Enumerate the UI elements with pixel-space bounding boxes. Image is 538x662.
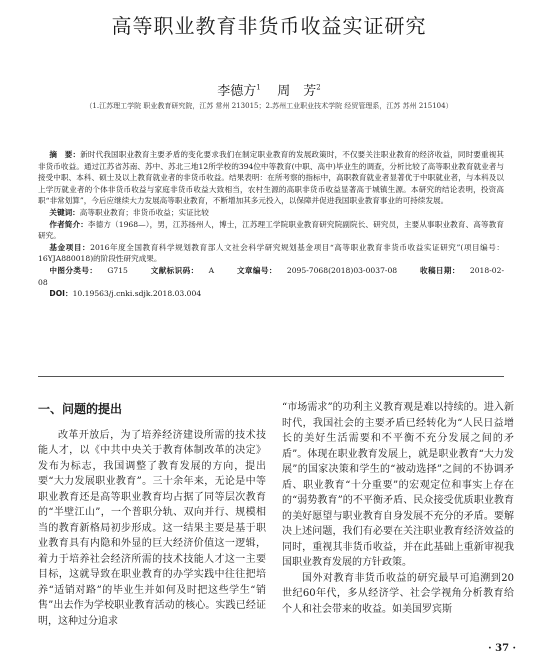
- meta-value: 2095-7068(2018)03-0037-08: [286, 265, 398, 275]
- keywords: [38, 207, 504, 219]
- body-paragraph: 改革开放后，为了培养经济建设所需的技术技能人才，以《中共中央关于教育体制改革的决定》发布为标志，我国调整了教育发展的方向，提出要“大力发展职业教育”。三十余年来，无论是中等职业教育还是高等职业教育均占据了同等层次教育的“半壁江山”，一个普职分轨、双向并行、规模相当的教育新格局初步形成。这一结果主要是基于职业教育具有内隐和外显的巨大经济价值这一逻辑，着力于培养社会经济所需的技术技能人才这一主要目标，这就导致在职业教育的办学实践中往往把培养“适销对路”的毕业生并如何及时把这些学生“销售”出去作为学校职业教育活动的核心。实践已经证明，这种过分追求: [38, 429, 266, 627]
- author-intro-text: 李德方（1968—），男，江苏扬州人，博士，江苏理工学院职业教育研究院副院长、研究员，主要从事职业教育、高等教育研究。: [38, 219, 504, 241]
- meta-row: [38, 265, 504, 288]
- author-intro-label: 作者简介：: [49, 219, 88, 229]
- body-paragraph-continued: “市场需求”的功利主义教育观是难以持续的。进入新时代，我国社会的主要矛盾已经转化为“人民日益增长的美好生活需要和不平衡不充分发展之间的矛盾”。体现在职业教育发展上，就是职业教育“大力发展”的国家决策和学生的“被动选择”之间的不协调矛盾、职业教育“十分重要”的宏观定位和事实上存在的“弱势教育”的不平衡矛盾、民众接受优质职业教育的美好愿望与职业教育自身发展不充分的矛盾。要解决上述问题，我们有必要在关注职业教育经济效益的同时，重视其非货币收益，并在此基础上重新审视我国职业教育发展的方针政策。: [282, 402, 514, 568]
- author-name: 李德方: [217, 84, 257, 99]
- section-divider: [38, 376, 504, 377]
- meta-label: 收稿日期：: [419, 265, 460, 275]
- keywords-text: 高等职业教育；非货币收益；实证比较: [79, 207, 209, 217]
- body-paragraph: 国外对教育非货币收益的研究最早可追溯到20世纪60年代，多从经济学、社会学视角分析教育给个人和社会带来的收益。如美国罗宾斯: [282, 572, 514, 615]
- body-column-left: [38, 402, 266, 629]
- author-sup: 1: [256, 83, 261, 92]
- abstract-block: [38, 149, 504, 300]
- doi-label: DOI：: [49, 289, 73, 299]
- abstract-text: 新时代我国职业教育主要矛盾的变化要求我们在制定职业教育的发展政策时，不仅要关注职业教育的经济收益，同时要重视其非货币收益。通过江苏省苏南、苏中、苏北三地12所学校的394位中等教育(中职、高中)毕业生的调查，分析比较了高等职业教育就业者与接受中职、本科、硕士及以上教育就业者的非货币收益。结果表明：在所考察的指标中，高职教育就业者显著优于中职就业者，与本科及以上学历就业者的个体非货币收益与家庭非货币收益大致相当，农村生源的高职非货币收益显著高于城镇生源。本研究的结论表明，投资高职“非常划算”，今后应继续大力发展高等职业教育，不断增加其多元投入，以保障并促进我国职业教育事业的可持续发展。: [38, 150, 504, 206]
- abstract: [38, 149, 504, 207]
- fund-label: 基金项目：: [49, 242, 91, 252]
- body-column-right: [282, 400, 514, 617]
- author-sup: 2: [316, 83, 321, 92]
- affiliation: （1.江苏理工学院 职业教育研究院，江苏 常州 213015；2.苏州工业职业技术学院 经贸管理系，江苏 苏州 215104）: [85, 102, 453, 110]
- fund-text: 2016年度全国教育科学规划教育部人文社会科学研究规划基金项目“高等职业教育非货币收益实证研究”(项目编号：16YJA880018)的阶段性研究成果。: [38, 242, 505, 264]
- meta-item: [49, 266, 138, 275]
- abstract-label: 摘 要：: [49, 150, 81, 159]
- section-heading: 一、问题的提出: [38, 402, 123, 416]
- keywords-label: 关键词：: [49, 207, 80, 217]
- author-intro: [38, 219, 504, 242]
- meta-value: 2018-02-08: [38, 265, 505, 287]
- meta-value: A: [208, 265, 215, 275]
- meta-label: 文献标识码：: [150, 265, 199, 275]
- paper-title: 高等职业教育非货币收益实证研究: [111, 14, 427, 38]
- fund: [38, 242, 504, 265]
- meta-label: 中图分类号：: [49, 265, 98, 275]
- meta-item: [151, 266, 224, 275]
- meta-value: G715: [107, 265, 128, 275]
- page-number: · 37 ·: [488, 643, 516, 654]
- meta-item: [237, 266, 407, 275]
- doi: [38, 288, 504, 300]
- doi-value: 10.19563/j.cnki.sdjk.2018.03.004: [72, 289, 202, 299]
- author-name: 周 芳: [277, 84, 317, 99]
- meta-label: 文章编号：: [236, 265, 277, 275]
- author-line: [0, 80, 538, 99]
